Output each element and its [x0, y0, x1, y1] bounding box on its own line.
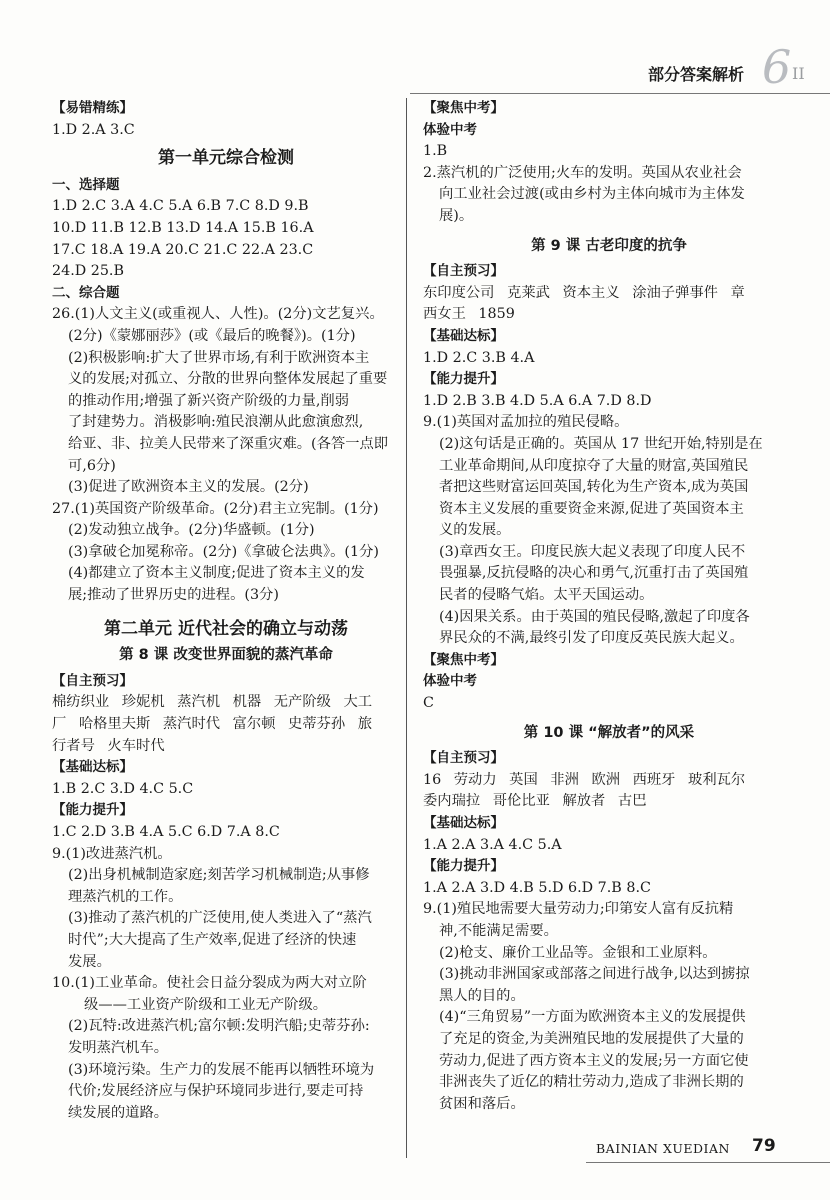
header-logo-mark-2: II	[792, 64, 805, 83]
answer-line: 展)。	[439, 207, 474, 224]
answer-line: 2.蒸汽机的广泛使用;火车的发明。英国从农业社会	[423, 164, 742, 181]
answer-line: 了封建势力。消极影响:殖民浪潮从此愈演愈烈,	[68, 414, 364, 431]
answer-line: 工业革命期间,从印度掠夺了大量的财富,英国殖民	[439, 457, 749, 474]
answer-line: 1.D 2.B 3.B 4.D 5.A 6.A 7.D 8.D	[423, 392, 652, 409]
left-column	[52, 98, 400, 1124]
column-divider	[406, 98, 407, 1158]
answer-line: 1.D 2.A 3.C	[52, 121, 135, 138]
section-tag: 【基础达标】	[423, 327, 504, 344]
keyword-line: 东印度公司 克莱武 资本主义 涂油子弹事件 章	[423, 284, 745, 301]
answer-line: 畏强暴,反抗侵略的决心和勇气,沉重打击了英国殖	[439, 565, 749, 582]
section-title: 体验中考	[423, 673, 477, 690]
answer-line: 1.C 2.D 3.B 4.A 5.C 6.D 7.A 8.C	[52, 824, 280, 840]
answer-line: 展;推动了世界历史的进程。(3分)	[68, 587, 279, 604]
answer-line: 24.D 25.B	[52, 263, 124, 280]
answer-line: 10.(1)工业革命。使社会日益分裂成为两大对立阶	[52, 975, 367, 992]
answer-line: (2)发动独立战争。(2分)华盛顿。(1分)	[68, 522, 315, 539]
section-tag: 【基础达标】	[52, 759, 133, 776]
section-tag: 【聚焦中考】	[423, 100, 504, 116]
answer-line: (3)挑动非洲国家或部落之间进行战争,以达到掳掠	[439, 966, 750, 983]
answer-line: 17.C 18.A 19.A 20.C 21.C 22.A 23.C	[52, 241, 314, 258]
answer-line: 给亚、非、拉美人民带来了深重灾难。(各答一点即	[68, 435, 389, 452]
answer-line: (3)章西女王。印度民族大起义表现了印度人民不	[439, 543, 746, 560]
answer-line: 时代”;大大提高了生产效率,促进了经济的快速	[68, 931, 357, 948]
answer-line: 1.D 2.C 3.A 4.C 5.A 6.B 7.C 8.D 9.B	[52, 198, 309, 215]
section-tag: 【自主预习】	[423, 263, 504, 280]
section-tag: 【基础达标】	[423, 815, 504, 831]
header-logo-mark: 6	[762, 40, 792, 94]
keyword-line: 委内瑞拉 哥伦比亚 解放者 古巴	[423, 793, 647, 810]
section-tag: 【能力提升】	[423, 371, 504, 388]
answer-line: 非洲丧失了近亿的精壮劳动力,造成了非洲长期的	[439, 1074, 744, 1091]
section-tag: 【能力提升】	[52, 802, 133, 819]
answer-line: 1.D 2.C 3.B 4.A	[423, 349, 535, 366]
lesson9-title: 第 9 课 古老印度的抗争	[531, 237, 687, 254]
section-title: 体验中考	[423, 121, 477, 138]
answer-line: 10.D 11.B 12.B 13.D 14.A 15.B 16.A	[52, 219, 314, 236]
section-tag: 【能力提升】	[423, 858, 504, 875]
answer-line: 9.(1)殖民地需要大量劳动力;印第安人富有反抗精	[423, 901, 734, 918]
answer-line: (3)环境污染。生产力的发展不能再以牺牲环境为	[68, 1061, 375, 1078]
answer-line: 民者的侵略气焰。太平天国运动。	[439, 587, 654, 604]
section-tag: 【自主预习】	[52, 672, 133, 689]
answer-line: 资本主义发展的重要资金来源,促进了英国资本主	[439, 500, 744, 517]
answer-line: (2)瓦特:改进蒸汽机;富尔顿:发明汽船;史蒂芬孙:	[68, 1018, 370, 1035]
answer-line: 9.(1)英国对孟加拉的殖民侵略。	[423, 414, 629, 431]
page-number: 79	[752, 1136, 776, 1156]
section-tag: 【聚焦中考】	[423, 651, 504, 668]
answer-line: (4)“三角贸易”一方面为欧洲资本主义的发展提供	[439, 1009, 746, 1026]
answer-line: 1.A 2.A 3.A 4.C 5.A	[423, 836, 562, 853]
answer-line: (3)促进了欧洲资本主义的发展。(2分)	[68, 479, 309, 496]
answer-line: 26.(1)人文主义(或重视人、人性)。(2分)文艺复兴。	[52, 306, 384, 323]
answer-line: 界民众的不满,最终引发了印度反英民族大起义。	[439, 630, 744, 647]
answer-line: 向工业社会过渡(或由乡村为主体向城市为主体发	[439, 186, 745, 203]
answer-line: 义的发展。	[439, 522, 511, 539]
answer-line: 劳动力,促进了西方资本主义的发展;另一方面它使	[439, 1052, 749, 1069]
lesson8-title: 第 8 课 改变世界面貌的蒸汽革命	[119, 647, 333, 664]
answer-line: 27.(1)英国资产阶级革命。(2分)君主立宪制。(1分)	[52, 500, 379, 517]
answer-line: (3)拿破仑加冕称帝。(2分)《拿破仑法典》。(1分)	[68, 543, 379, 560]
answer-line: 者把这些财富运回英国,转化为生产资本,成为英国	[439, 479, 749, 496]
answer-line: (2)枪支、廉价工业品等。金银和工业原料。	[439, 944, 717, 961]
answer-line: 级——工业资产阶级和工业无产阶级。	[84, 996, 328, 1013]
answer-line: 义的发展;对孤立、分散的世界向整体发展起了重要	[68, 371, 388, 388]
answer-line: 的推动作用;增强了新兴资产阶级的力量,削弱	[68, 392, 349, 409]
keyword-line: 厂 哈格里夫斯 蒸汽时代 富尔顿 史蒂芬孙 旅	[52, 716, 373, 733]
answer-line: 代价;发展经济应与保护环境同步进行,要走可持	[68, 1083, 364, 1100]
answer-line: 可,6分)	[68, 457, 116, 474]
answer-line: 理蒸汽机的工作。	[68, 888, 183, 905]
right-column	[423, 98, 795, 1115]
section-tag: 【易错精练】	[52, 100, 133, 116]
answer-line: 续发展的道路。	[68, 1104, 169, 1121]
answer-line: 了充足的资金,为美洲殖民地的发展提供了大量的	[439, 1030, 744, 1047]
answer-line: 1.A 2.A 3.D 4.B 5.D 6.D 7.B 8.C	[423, 879, 651, 896]
answer-line: 发展。	[68, 953, 111, 970]
answer-line: 1.B 2.C 3.D 4.C 5.C	[52, 780, 194, 797]
lesson10-title: 第 10 课 “解放者”的风采	[523, 724, 695, 741]
answer-line: (4)都建立了资本主义制度;促进了资本主义的发	[68, 565, 365, 582]
section-tag: 【自主预习】	[423, 750, 504, 767]
answer-line: C	[423, 695, 434, 712]
answer-line: (2)积极影响:扩大了世界市场,有利于欧洲资本主	[68, 349, 370, 366]
header-title: 部分答案解析	[648, 65, 745, 84]
keyword-line: 行者号 火车时代	[52, 737, 165, 754]
section-title: 二、综合题	[52, 284, 120, 301]
answer-line: (2)出身机械制造家庭;刻苦学习机械制造;从事修	[68, 867, 370, 884]
answer-line: (2)这句话是正确的。英国从 17 世纪开始,特别是在	[439, 435, 763, 452]
keyword-line: 西女王 1859	[423, 306, 515, 323]
unit1-title: 第一单元综合检测	[158, 148, 294, 169]
keyword-line: 16 劳动力 英国 非洲 欧洲 西班牙 玻利瓦尔	[423, 771, 746, 788]
keyword-line: 棉纺织业 珍妮机 蒸汽机 机器 无产阶级 大工	[52, 694, 373, 711]
unit2-title: 第二单元 近代社会的确立与动荡	[104, 618, 348, 639]
header-rule	[410, 93, 830, 94]
answer-line: 贫困和落后。	[439, 1095, 525, 1112]
answer-line: 1.B	[423, 143, 448, 160]
answer-line: (3)推动了蒸汽机的广泛使用,使人类进入了“蒸汽	[68, 910, 372, 927]
answer-line: 黑人的目的。	[439, 987, 525, 1004]
section-title: 一、选择题	[52, 176, 120, 193]
answer-line: 发明蒸汽机车。	[68, 1039, 169, 1056]
answer-line: (4)因果关系。由于英国的殖民侵略,激起了印度各	[439, 608, 750, 625]
answer-line: 神,不能满足需要。	[439, 922, 558, 939]
footer-rule	[586, 1162, 830, 1163]
footer-brand: BAINIAN XUEDIAN	[596, 1141, 730, 1156]
answer-line: (2分)《蒙娜丽莎》(或《最后的晚餐》)。(1分)	[68, 327, 356, 344]
answer-line: 9.(1)改进蒸汽机。	[52, 845, 172, 862]
